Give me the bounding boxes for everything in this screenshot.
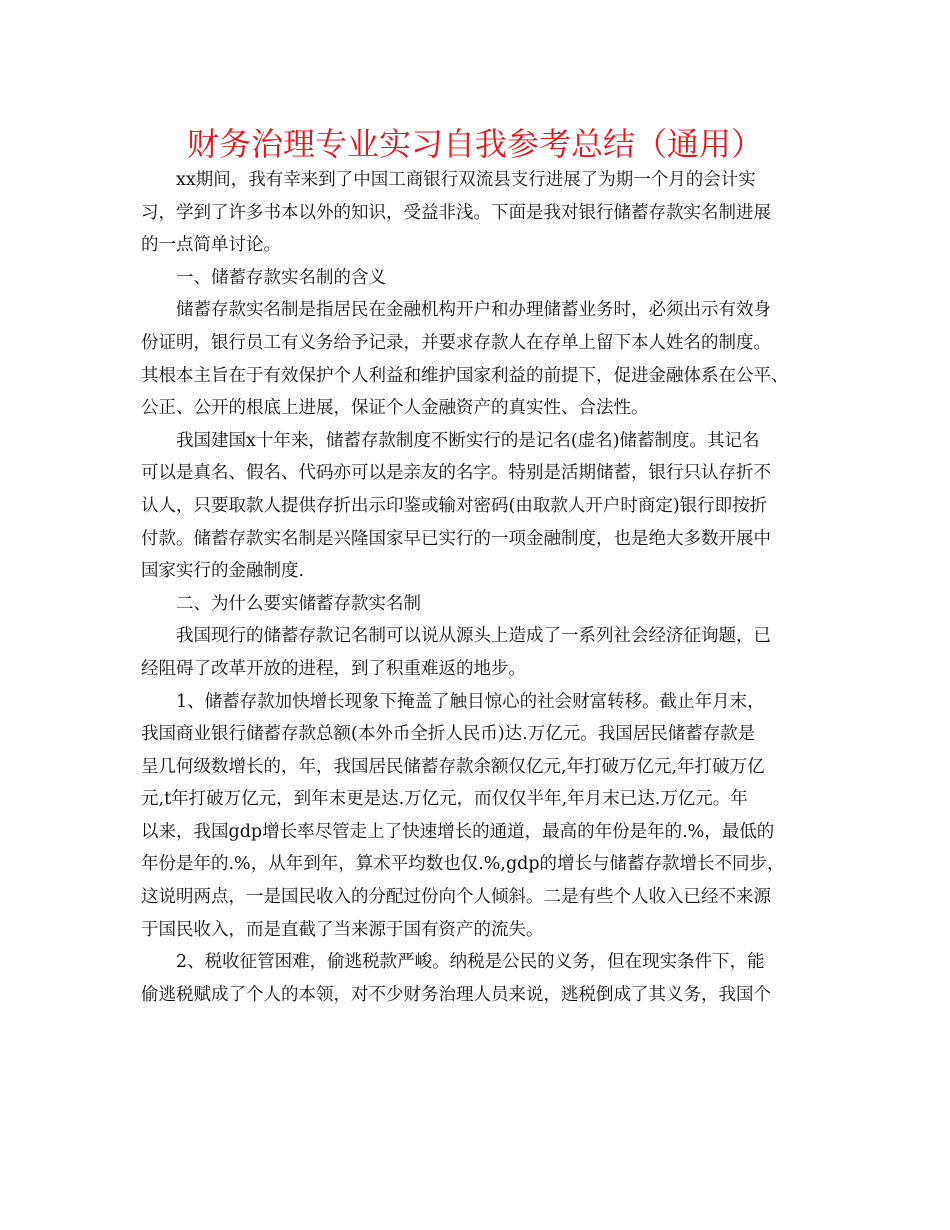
document-title: 财务治理专业实习自我参考总结（通用）: [186, 125, 763, 163]
text-line: 习，学到了许多书本以外的知识，受益非浅。下面是我对银行储蓄存款实名制进展: [141, 202, 771, 223]
text-line: 我国商业银行储蓄存款总额(本外币全折人民币)达.万亿元。我国居民储蓄存款是: [141, 724, 756, 745]
text-line: 认人，只要取款人提供存折出示印鉴或输对密码(由取款人开户时商定)银行即按折: [141, 495, 768, 516]
text-line: 呈几何级数增长的，年，我国居民储蓄存款余额仅亿元,年打破万亿元,年打破万亿: [141, 756, 765, 777]
text-line: 偷逃税赋成了个人的本领，对不少财务治理人员来说，逃税倒成了其义务，我国个: [141, 984, 771, 1005]
text-line: 其根本主旨在于有效保护个人利益和维护国家利益的前提下，促进金融体系在公平、: [141, 365, 789, 386]
text-line: 1、储蓄存款加快增长现象下掩盖了触目惊心的社会财富转移。截止年月末，: [176, 691, 765, 712]
text-line: 国家实行的金融制度.: [141, 561, 305, 582]
text-line: 我国建国x十年来，储蓄存款制度不断实行的是记名(虚名)储蓄制度。其记名: [176, 430, 760, 451]
text-line: 二、为什么要实储蓄存款实名制: [176, 593, 421, 614]
text-line: 于国民收入，而是直截了当来源于国有资产的流失。: [141, 919, 544, 940]
text-line: 的一点简单讨论。: [141, 235, 281, 256]
document-body: [141, 164, 821, 1011]
paragraph: [141, 294, 821, 424]
text-line: 年份是年的.%，从年到年，算术平均数也仅.%,gdp的增长与储蓄存款增长不同步，: [141, 854, 785, 875]
text-line: 经阻碍了改革开放的进程，到了积重难返的地步。: [141, 658, 526, 679]
paragraph: [141, 686, 821, 947]
text-line: 以来，我国gdp增长率尽管走上了快速增长的通道，最高的年份是年的.%，最低的: [141, 821, 775, 842]
section-heading: [141, 588, 821, 621]
paragraph: [141, 620, 821, 685]
text-line: 份证明，银行员工有义务给予记录，并要求存款人在存单上留下本人姓名的制度。: [141, 332, 771, 353]
text-line: 元,t年打破万亿元，到年末更是达.万亿元，而仅仅半年,年月末已达.万亿元。年: [141, 789, 748, 810]
text-line: 公正、公开的根底上进展，保证个人金融资产的真实性、合法性。: [141, 398, 649, 419]
text-line: 这说明两点，一是国民收入的分配过份向个人倾斜。二是有些个人收入已经不来源: [141, 887, 771, 908]
paragraph: [141, 164, 821, 262]
text-line: 2、税收征管困难，偷逃税款严峻。纳税是公民的义务，但在现实条件下，能: [176, 952, 765, 973]
paragraph: [141, 425, 821, 588]
text-line: 我国现行的储蓄存款记名制可以说从源头上造成了一系列社会经济征询题，已: [176, 626, 771, 647]
text-line: 储蓄存款实名制是指居民在金融机构开户和办理储蓄业务时，必须出示有效身: [176, 300, 771, 321]
text-line: 可以是真名、假名、代码亦可以是亲友的名字。特别是活期储蓄，银行只认存折不: [141, 463, 771, 484]
text-line: 一、储蓄存款实名制的含义: [176, 267, 386, 288]
text-line: xx期间，我有幸来到了中国工商银行双流县支行进展了为期一个月的会计实: [176, 170, 756, 190]
paragraph: [141, 946, 821, 1011]
section-heading: [141, 262, 821, 295]
text-line: 付款。储蓄存款实名制是兴隆国家早已实行的一项金融制度，也是绝大多数开展中: [141, 528, 771, 549]
